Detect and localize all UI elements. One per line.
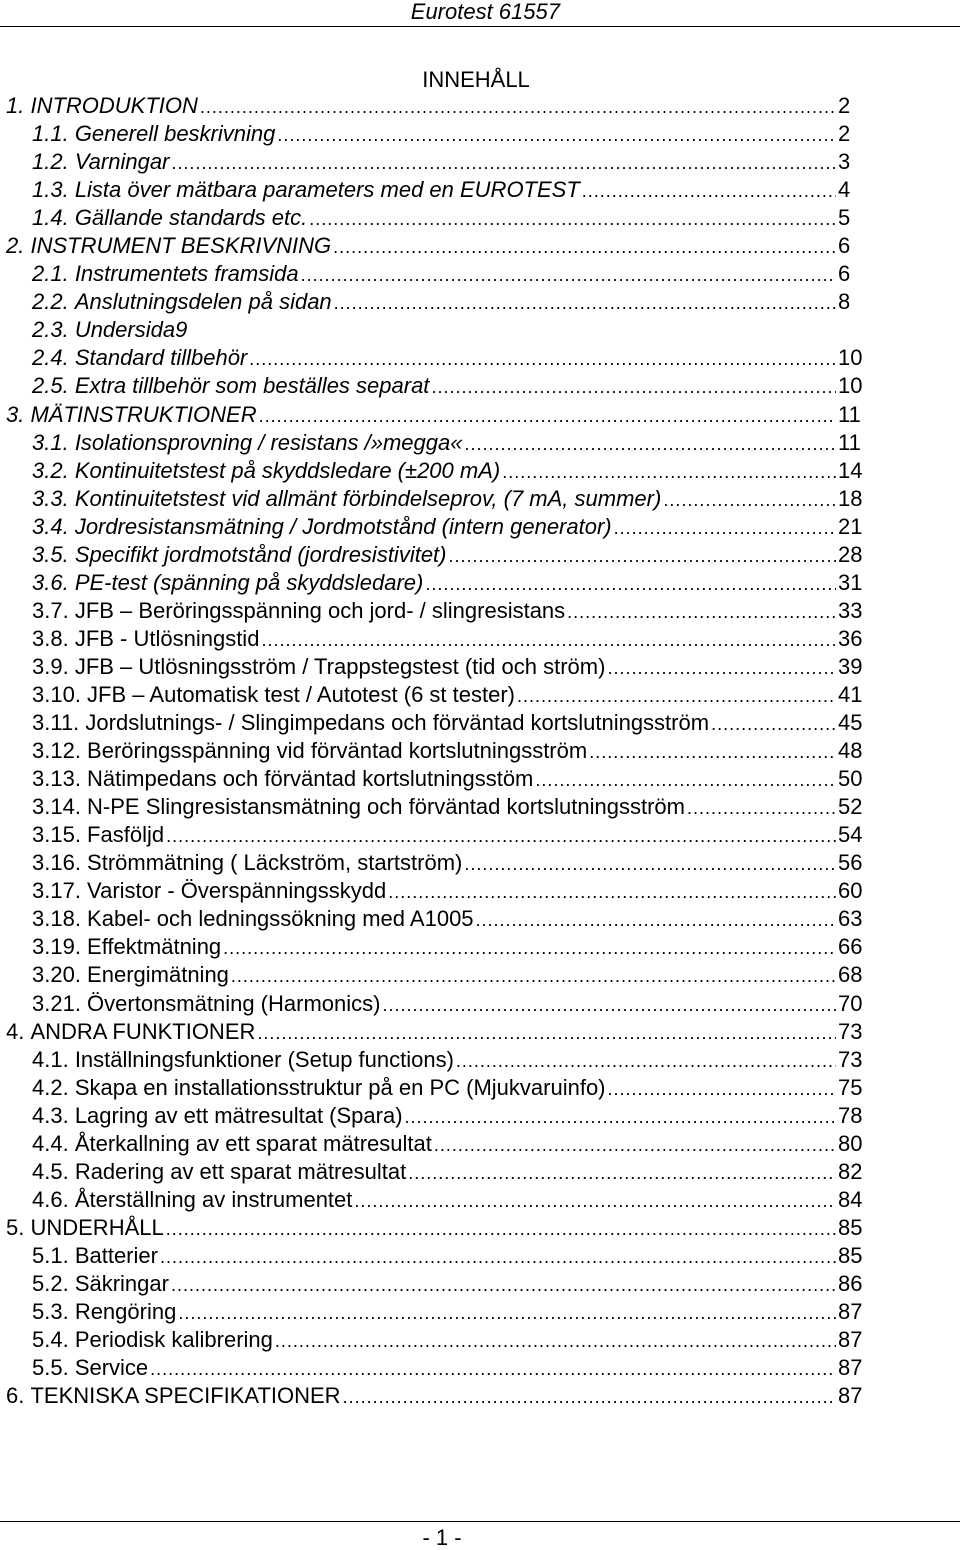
toc-entry[interactable] — [6, 372, 868, 400]
toc-entry-number: 3.7. — [32, 597, 75, 623]
toc-entry-page: 3 — [838, 149, 851, 175]
toc-entry-page: 31 — [838, 569, 863, 595]
toc-entry-title: N-PE Slingresistansmätning och förväntad kortslutningsström — [87, 794, 685, 820]
toc-entry-page: 6 — [838, 261, 851, 287]
toc-entry-number: 3.6. — [32, 569, 75, 595]
toc-dot-leader — [502, 458, 836, 486]
toc-entry[interactable] — [6, 260, 868, 288]
toc-entry-page: 82 — [838, 1158, 863, 1184]
toc-dot-leader — [275, 1327, 836, 1355]
toc-entry-page: 45 — [838, 710, 863, 736]
toc-entry-title: Varistor - Överspänningsskydd — [87, 878, 387, 904]
toc-entry-title: JFB – Beröringsspänning och jord- / slingresistans — [74, 597, 566, 623]
toc-entry[interactable] — [6, 1046, 868, 1074]
toc-entry-number: 5.4. — [32, 1327, 75, 1353]
toc-entry-title: Jordslutnings- / Slingimpedans och förväntad kortslutningsström — [85, 710, 710, 736]
table-of-contents — [6, 92, 868, 1410]
toc-entry-page: 75 — [838, 1074, 863, 1100]
toc-entry-title: JFB - Utlösningstid — [74, 625, 260, 651]
toc-entry-page: 11 — [838, 401, 861, 427]
toc-entry-page: 11 — [838, 429, 861, 455]
toc-entry-number: 4.5. — [32, 1158, 75, 1184]
toc-entry-title: Extra tillbehör som beställes separat — [74, 373, 430, 399]
toc-entry-title: ANDRA FUNKTIONER — [30, 1018, 256, 1044]
toc-entry-title: Lagring av ett mätresultat (Spara) — [74, 1102, 403, 1128]
toc-dot-leader — [687, 794, 836, 822]
toc-entry-page: 73 — [838, 1018, 863, 1044]
toc-dot-leader — [301, 261, 836, 289]
toc-entry-title: Rengöring — [74, 1299, 177, 1325]
toc-entry-title: Återkallning av ett sparat mätresultat — [74, 1130, 432, 1156]
toc-entry-number: 4. — [6, 1018, 31, 1044]
toc-entry-number: 2.1. — [32, 261, 75, 287]
toc-dot-leader — [608, 1075, 836, 1103]
toc-entry-page: 5 — [838, 205, 851, 231]
toc-entry[interactable] — [6, 288, 868, 316]
toc-entry-title: Strömmätning ( Läckström, startström) — [87, 850, 463, 876]
toc-entry-title: Service — [74, 1355, 149, 1381]
footer-rule — [0, 1521, 960, 1522]
toc-entry[interactable] — [6, 569, 868, 597]
toc-entry-number: 2.4. — [32, 345, 75, 371]
toc-entry-page: 87 — [838, 1299, 863, 1325]
toc-entry-number: 3.3. — [32, 485, 75, 511]
toc-entry-page: 56 — [838, 850, 863, 876]
toc-dot-leader — [425, 570, 836, 598]
toc-entry-title: Isolationsprovning / resistans /»megga« — [74, 429, 463, 455]
toc-entry-page: 60 — [838, 878, 863, 904]
toc-entry-number: 3.10. — [32, 681, 88, 707]
toc-entry-page: 54 — [838, 822, 863, 848]
toc-entry-page: 14 — [838, 457, 863, 483]
toc-entry-number: 3.14. — [32, 794, 88, 820]
toc-entry[interactable] — [6, 316, 868, 344]
toc-entry-page: 36 — [838, 625, 863, 651]
toc-dot-leader — [231, 962, 836, 990]
toc-entry-number: 3.17. — [32, 878, 88, 904]
toc-entry[interactable] — [6, 1186, 868, 1214]
toc-entry-title: Generell beskrivning — [74, 121, 276, 147]
toc-entry-title: Lista över mätbara parameters med en EUROTEST — [74, 177, 580, 203]
toc-entry-number: 5.3. — [32, 1299, 75, 1325]
toc-entry-page: 10 — [838, 373, 863, 399]
toc-entry-title: Kontinuitetstest på skyddsledare (±200 mA) — [74, 457, 501, 483]
toc-entry-title: Gällande standards etc. — [74, 205, 308, 231]
toc-entry-page: 87 — [838, 1383, 863, 1409]
toc-dot-leader — [223, 934, 836, 962]
toc-entry[interactable] — [6, 905, 868, 933]
toc-entry[interactable] — [6, 681, 868, 709]
toc-entry-page: 4 — [838, 177, 851, 203]
toc-entry-number: 3. — [6, 401, 31, 427]
toc-entry[interactable] — [6, 232, 868, 260]
toc-entry-page: 2 — [838, 121, 851, 147]
toc-entry-number: 3.4. — [32, 513, 75, 539]
toc-entry-page: 10 — [838, 345, 863, 371]
toc-dot-leader — [343, 1383, 836, 1411]
toc-dot-leader — [517, 682, 836, 710]
toc-entry[interactable] — [6, 1354, 868, 1382]
toc-entry[interactable] — [6, 1298, 868, 1326]
toc-dot-leader — [166, 1215, 836, 1243]
toc-entry-title: TEKNISKA SPECIFIKATIONER — [30, 1383, 341, 1409]
toc-entry-number: 3.21. — [32, 990, 88, 1016]
toc-dot-leader — [261, 626, 836, 654]
toc-entry[interactable] — [6, 401, 868, 429]
page-number: - 1 - — [422, 1525, 462, 1550]
toc-entry-title: INTRODUKTION — [30, 93, 198, 118]
toc-entry[interactable] — [6, 625, 868, 653]
toc-entry-page: 87 — [838, 1327, 863, 1353]
toc-dot-leader — [431, 373, 836, 401]
toc-entry[interactable] — [6, 92, 868, 120]
toc-entry-number: 3.19. — [32, 934, 88, 960]
toc-entry-title: Standard tillbehör — [74, 345, 248, 371]
toc-entry-number: 4.4. — [32, 1130, 75, 1156]
toc-dot-leader — [259, 402, 836, 430]
toc-entry-title: Effektmätning — [87, 934, 222, 960]
header-rule — [0, 26, 960, 27]
toc-entry-number: 3.13. — [32, 766, 88, 792]
toc-title: INNEHÅLL — [422, 67, 530, 92]
toc-entry[interactable] — [6, 485, 868, 513]
toc-dot-leader — [589, 738, 836, 766]
toc-entry[interactable] — [6, 765, 868, 793]
toc-entry[interactable] — [6, 1018, 868, 1046]
toc-entry-title: Batterier — [74, 1242, 158, 1268]
running-header: Eurotest 61557 — [410, 0, 560, 24]
toc-entry[interactable] — [6, 1214, 868, 1242]
toc-entry[interactable] — [6, 961, 868, 989]
toc-entry-page: 73 — [838, 1046, 863, 1072]
toc-dot-leader — [257, 1019, 836, 1047]
toc-entry-title: Inställningsfunktioner (Setup functions) — [74, 1046, 454, 1072]
toc-entry-page: 50 — [838, 766, 863, 792]
toc-entry[interactable] — [6, 653, 868, 681]
toc-entry-number: 2.5. — [32, 373, 75, 399]
toc-dot-leader — [535, 766, 836, 794]
toc-entry-page: 21 — [838, 513, 863, 539]
toc-entry-number: 5. — [6, 1214, 31, 1240]
toc-dot-leader — [171, 149, 836, 177]
toc-entry-page: 66 — [838, 934, 863, 960]
toc-entry-number: 6. — [6, 1383, 31, 1409]
toc-entry-title: Kabel- och ledningssökning med A1005 — [87, 906, 474, 932]
toc-entry-page: 8 — [838, 289, 851, 315]
toc-entry-number: 3.12. — [32, 738, 88, 764]
toc-entry[interactable] — [6, 990, 868, 1018]
toc-entry-title: Energimätning — [87, 962, 229, 988]
toc-entry-title: Jordresistansmätning / Jordmotstånd (intern generator) — [74, 513, 612, 539]
toc-entry-page: 68 — [838, 962, 863, 988]
toc-entry-title: Specifikt jordmotstånd (jordresistivitet) — [74, 541, 447, 567]
toc-entry-title: JFB – Automatisk test / Autotest (6 st tester) — [87, 681, 515, 707]
toc-entry-title: Varningar — [74, 149, 170, 175]
toc-entry-page: 2 — [838, 93, 851, 118]
toc-entry-title: JFB – Utlösningsström / Trappstegstest (tid och ström) — [74, 653, 606, 679]
toc-entry-number: 1.4. — [32, 205, 75, 231]
toc-entry[interactable] — [6, 597, 868, 625]
toc-entry-number: 3.2. — [32, 457, 75, 483]
toc-entry-page: 84 — [838, 1186, 863, 1212]
toc-entry[interactable] — [6, 1270, 868, 1298]
toc-entry-page: 48 — [838, 738, 863, 764]
toc-entry[interactable] — [6, 737, 868, 765]
toc-entry[interactable] — [6, 541, 868, 569]
toc-dot-leader — [567, 598, 836, 626]
toc-entry[interactable] — [6, 1130, 868, 1158]
toc-entry[interactable] — [6, 793, 868, 821]
toc-entry-page: 6 — [838, 233, 851, 259]
toc-entry-page: 63 — [838, 906, 863, 932]
toc-entry-number: 2.2. — [32, 289, 75, 315]
toc-dot-leader — [333, 233, 836, 261]
toc-entry-title: Återställning av instrumentet — [74, 1186, 353, 1212]
toc-entry-page: 28 — [838, 541, 863, 567]
toc-entry-page: 52 — [838, 794, 863, 820]
toc-entry-page: 85 — [838, 1214, 863, 1240]
toc-entry-number: 3.20. — [32, 962, 88, 988]
toc-dot-leader — [464, 430, 836, 458]
toc-entry-title: Skapa en installationsstruktur på en PC (Mjukvaruinfo) — [74, 1074, 606, 1100]
toc-entry-page: 87 — [838, 1355, 863, 1381]
toc-entry-number: 3.8. — [32, 625, 75, 651]
toc-dot-leader — [434, 1131, 836, 1159]
toc-entry-page: 33 — [838, 597, 863, 623]
toc-entry-title: Periodisk kalibrering — [74, 1327, 273, 1353]
toc-dot-leader — [582, 177, 836, 205]
toc-entry-number: 3.16. — [32, 850, 88, 876]
toc-entry-page: 78 — [838, 1102, 863, 1128]
toc-dot-leader — [150, 1355, 836, 1383]
toc-entry-number: 5.1. — [32, 1242, 75, 1268]
toc-entry-number: 4.6. — [32, 1186, 75, 1212]
toc-entry[interactable] — [6, 176, 868, 204]
toc-entry-page: 86 — [838, 1270, 863, 1296]
toc-entry-number: 4.2. — [32, 1074, 75, 1100]
toc-entry-number: 3.18. — [32, 906, 88, 932]
toc-entry-page: 18 — [838, 485, 863, 511]
toc-entry-number: 1. — [6, 93, 31, 118]
toc-dot-leader — [388, 878, 836, 906]
toc-entry[interactable] — [6, 204, 868, 232]
toc-entry-number: 5.5. — [32, 1355, 75, 1381]
toc-entry-title: UNDERHÅLL — [30, 1214, 164, 1240]
toc-entry-title: Fasföljd — [87, 822, 165, 848]
toc-entry-number: 1.2. — [32, 149, 75, 175]
toc-entry-page: 85 — [838, 1242, 863, 1268]
toc-entry-number: 4.3. — [32, 1102, 75, 1128]
toc-dot-leader — [249, 345, 836, 373]
toc-dot-leader — [178, 1299, 836, 1327]
toc-dot-leader — [171, 1271, 836, 1299]
toc-entry[interactable] — [6, 849, 868, 877]
toc-dot-leader — [166, 822, 836, 850]
toc-dot-leader — [382, 991, 836, 1019]
toc-entry[interactable] — [6, 709, 868, 737]
toc-entry-number: 2. — [6, 233, 31, 259]
toc-entry-title: Säkringar — [74, 1270, 169, 1296]
toc-dot-leader — [354, 1187, 836, 1215]
toc-entry[interactable] — [6, 877, 868, 905]
toc-entry-page: 80 — [838, 1130, 863, 1156]
toc-entry-number: 4.1. — [32, 1046, 75, 1072]
toc-entry-title: Beröringsspänning vid förväntad kortslutningsström — [87, 738, 588, 764]
toc-dot-leader — [160, 1243, 836, 1271]
toc-dot-leader — [277, 121, 836, 149]
toc-entry-title: Övertonsmätning (Harmonics) — [87, 990, 381, 1016]
toc-entry-number: 3.1. — [32, 429, 75, 455]
toc-entry[interactable] — [6, 1102, 868, 1130]
toc-dot-leader — [334, 289, 836, 317]
toc-entry[interactable] — [6, 1382, 868, 1410]
toc-entry-number: 2.3. — [32, 317, 75, 343]
toc-dot-leader — [711, 710, 836, 738]
toc-entry[interactable] — [6, 1326, 868, 1354]
toc-entry[interactable] — [6, 821, 868, 849]
toc-entry-title: Radering av ett sparat mätresultat — [74, 1158, 407, 1184]
toc-entry[interactable] — [6, 933, 868, 961]
toc-dot-leader — [464, 850, 836, 878]
toc-dot-leader — [408, 1159, 836, 1187]
toc-entry[interactable] — [6, 1158, 868, 1186]
toc-entry-title: Anslutningsdelen på sidan — [74, 289, 332, 315]
toc-entry[interactable] — [6, 429, 868, 457]
toc-dot-leader — [614, 514, 836, 542]
toc-entry-number: 3.11. — [32, 710, 86, 736]
toc-entry[interactable] — [6, 513, 868, 541]
toc-entry-page: 70 — [838, 990, 863, 1016]
toc-entry-title: MÄTINSTRUKTIONER — [30, 401, 257, 427]
toc-dot-leader — [476, 906, 836, 934]
toc-entry[interactable] — [6, 148, 868, 176]
toc-entry-number: 1.1. — [32, 121, 75, 147]
toc-entry-title: PE-test (spänning på skyddsledare) — [74, 569, 424, 595]
toc-dot-leader — [456, 1047, 836, 1075]
toc-entry[interactable] — [6, 1242, 868, 1270]
toc-entry[interactable] — [6, 344, 868, 372]
toc-entry[interactable] — [6, 457, 868, 485]
toc-entry-title: Undersida9 — [74, 317, 188, 343]
toc-dot-leader — [200, 93, 836, 121]
toc-dot-leader — [663, 486, 836, 514]
toc-entry[interactable] — [6, 120, 868, 148]
toc-entry-number: 3.5. — [32, 541, 75, 567]
toc-entry-title: Nätimpedans och förväntad kortslutningsstöm — [87, 766, 534, 792]
toc-entry-page: 39 — [838, 653, 863, 679]
toc-dot-leader — [405, 1103, 836, 1131]
toc-entry-number: 3.15. — [32, 822, 88, 848]
toc-dot-leader — [607, 654, 836, 682]
toc-entry-number: 1.3. — [32, 177, 75, 203]
toc-entry-title: INSTRUMENT BESKRIVNING — [30, 233, 332, 259]
toc-entry-title: Instrumentets framsida — [74, 261, 299, 287]
toc-dot-leader — [309, 205, 836, 233]
toc-entry-number: 3.9. — [32, 653, 75, 679]
toc-entry-page: 41 — [838, 681, 863, 707]
toc-entry[interactable] — [6, 1074, 868, 1102]
toc-dot-leader — [449, 542, 837, 570]
toc-entry-title: Kontinuitetstest vid allmänt förbindelseprov, (7 mA, summer) — [74, 485, 662, 511]
toc-entry-number: 5.2. — [32, 1270, 75, 1296]
